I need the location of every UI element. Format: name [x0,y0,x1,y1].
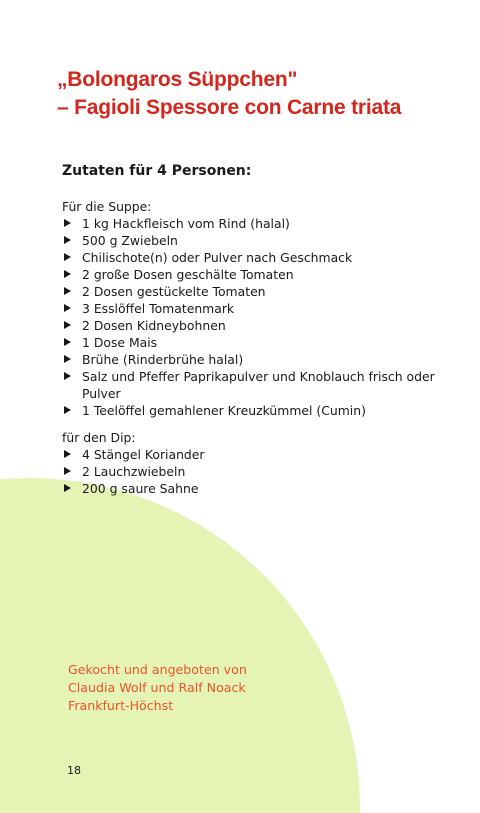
triangle-right-icon [64,338,71,346]
ingredient-text: 3 Esslöffel Tomatenmark [82,301,235,316]
ingredient-item [62,215,462,232]
ingredient-item [62,232,462,249]
recipe-title [57,66,401,122]
ingredient-item [62,317,462,334]
triangle-right-icon [64,321,71,329]
ingredient-item [62,300,462,317]
green-circle-decoration [0,478,360,813]
triangle-right-icon [64,253,71,261]
triangle-right-icon [64,372,71,380]
ingredient-text: 2 Dosen Kidneybohnen [82,318,226,333]
recipe-title-line-2: – Fagioli Spessore con Carne triata [57,96,402,119]
triangle-right-icon [64,270,71,278]
ingredient-text: 2 große Dosen geschälte Tomaten [82,267,294,282]
soup-label: Für die Suppe: [62,199,152,214]
ingredient-text: 1 kg Hackfleisch vom Rind (halal) [82,216,290,231]
triangle-right-icon [64,406,71,414]
ingredient-text: Brühe (Rinderbrühe halal) [82,352,244,367]
ingredient-text: 200 g saure Sahne [82,481,199,496]
ingredient-text: 2 Lauchzwiebeln [82,464,186,479]
ingredient-text: 1 Teelöffel gemahlener Kreuzkümmel (Cumin) [82,403,366,418]
ingredient-item [62,368,462,402]
triangle-right-icon [64,467,71,475]
ingredient-item [62,283,462,300]
ingredient-item [62,249,462,266]
credits-line-2: Claudia Wolf und Ralf Noack [68,680,246,695]
ingredient-text: Salz und Pfeffer Paprikapulver und Knoblauch frisch oder Pulver [82,369,435,401]
ingredient-item [62,402,462,419]
triangle-right-icon [64,304,71,312]
ingredient-text: 1 Dose Mais [82,335,158,350]
ingredient-item [62,334,462,351]
credits [68,661,247,715]
triangle-right-icon [64,219,71,227]
ingredient-item [62,351,462,368]
ingredient-text: 500 g Zwiebeln [82,233,178,248]
ingredient-item [62,463,462,480]
dip-ingredients [62,429,462,497]
credits-line-3: Frankfurt-Höchst [68,698,174,713]
page-number: 18 [67,764,81,777]
ingredient-text: Chilischote(n) oder Pulver nach Geschmack [82,250,353,265]
ingredient-text: 4 Stängel Koriander [82,447,205,462]
credits-line-1: Gekocht und angeboten von [68,662,247,677]
recipe-title-line-1: „Bolongaros Süppchen" [57,68,298,91]
triangle-right-icon [64,355,71,363]
triangle-right-icon [64,450,71,458]
ingredients-heading: Zutaten für 4 Personen: [62,163,252,179]
ingredient-text: 2 Dosen gestückelte Tomaten [82,284,266,299]
dip-label: für den Dip: [62,430,136,445]
dip-ingredient-list [62,446,462,497]
triangle-right-icon [64,236,71,244]
soup-ingredients [62,198,462,419]
ingredient-item [62,266,462,283]
ingredient-item [62,480,462,497]
triangle-right-icon [64,484,71,492]
triangle-right-icon [64,287,71,295]
ingredient-item [62,446,462,463]
soup-ingredient-list [62,215,462,419]
